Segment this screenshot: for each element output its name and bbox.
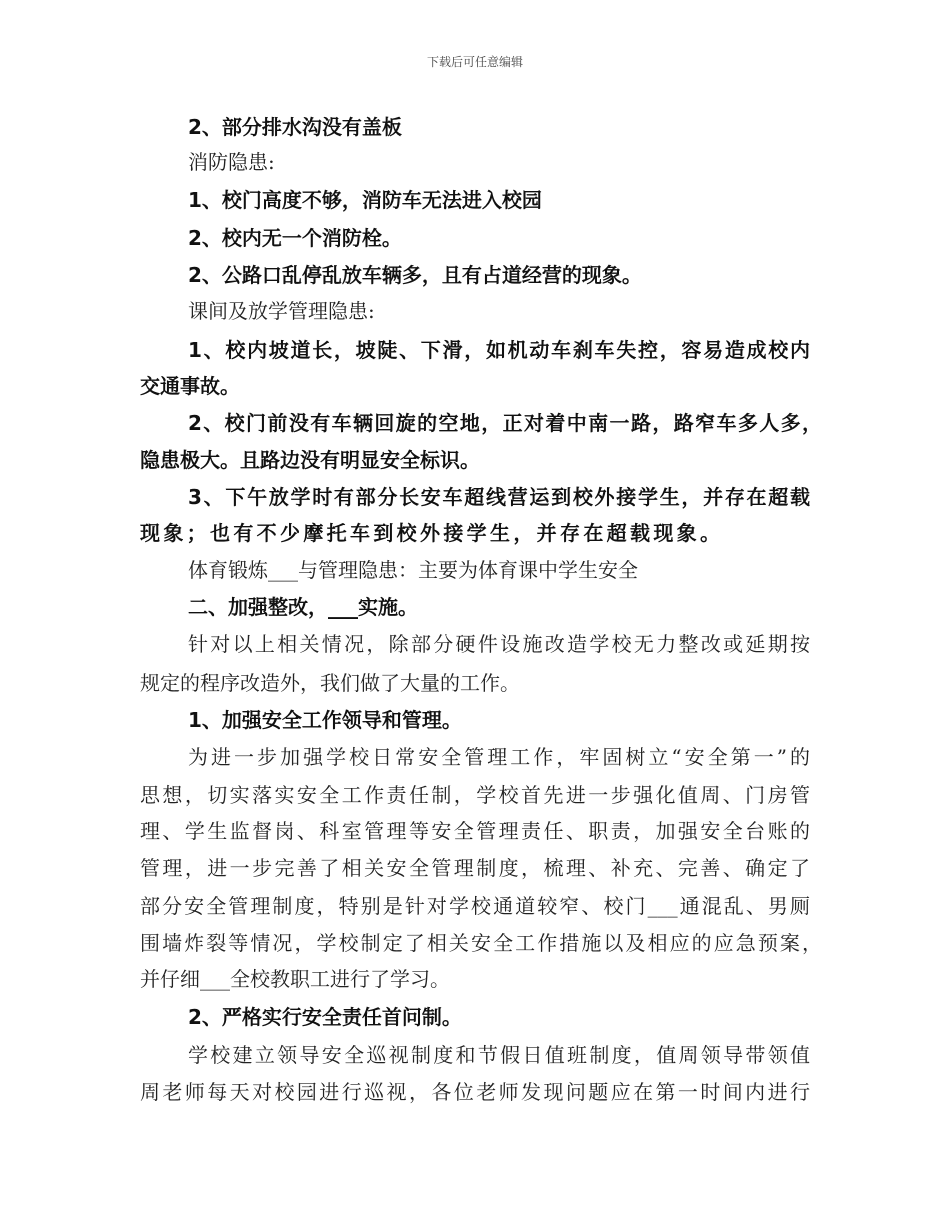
text-line: 课间及放学管理隐患: (188, 299, 375, 323)
text-line: 体育锻炼___与管理隐患：主要为体育课中学生安全 (188, 558, 638, 582)
text-line: 2、严格实行安全责任首问制。 (188, 1005, 462, 1029)
text-line: 现象；也有不少摩托车到校外接学生，并存在超载现象。 (140, 521, 720, 545)
text-line: 理、学生监督岗、科室管理等安全管理责任、职责，加强安全台账的 (140, 819, 810, 843)
text-line: 管理，进一步完善了相关安全管理制度，梳理、补充、完善、确定了 (140, 856, 810, 880)
text-line: 2、公路口乱停乱放车辆多，且有占道经营的现象。 (188, 263, 642, 287)
text-line: 二、加强整改，___实施。 (188, 595, 418, 619)
text-line: 1、加强安全工作领导和管理。 (188, 708, 462, 732)
text-line: 部分安全管理制度，特别是针对学校通道较窄、校门___通混乱、男厕 (140, 894, 810, 918)
text-line: 为进一步加强学校日常安全管理工作，牢固树立“安全第一”的 (188, 745, 810, 769)
text-line: 学校建立领导安全巡视制度和节假日值班制度，值周领导带领值 (188, 1043, 810, 1067)
text-line: 2、部分排水沟没有盖板 (188, 115, 402, 139)
text-line: 2、校门前没有车辆回旋的空地，正对着中南一路，路窄车多人多， (188, 411, 822, 435)
text-line: 针对以上相关情况，除部分硬件设施改造学校无力整改或延期按 (188, 632, 810, 656)
text-line: 3、下午放学时有部分长安车超线营运到校外接学生，并存在超载 (188, 485, 810, 509)
text-line: 规定的程序改造外，我们做了大量的工作。 (140, 671, 520, 695)
text-line: 并仔细___全校教职工进行了学习。 (140, 967, 450, 991)
text-line: 2、校内无一个消防栓。 (188, 226, 402, 250)
text-line: 围墙炸裂等情况，学校制定了相关安全工作措施以及相应的应急预案， (140, 931, 822, 955)
text-line: 消防隐患: (188, 150, 275, 174)
text-line: 隐患极大。且路边没有明显安全标识。 (140, 448, 480, 472)
page-header: 下载后可任意编辑 (426, 55, 523, 69)
text-line: 1、校内坡道长，坡陡、下滑，如机动车刹车失控，容易造成校内 (188, 338, 810, 362)
text-line: 1、校门高度不够，消防车无法进入校园 (188, 188, 542, 212)
text-line: 周老师每天对校园进行巡视，各位老师发现问题应在第一时间内进行 (140, 1080, 810, 1104)
text-line: 思想，切实落实安全工作责任制，学校首先进一步强化值周、门房管 (140, 783, 810, 807)
text-line: 交通事故。 (140, 374, 240, 398)
